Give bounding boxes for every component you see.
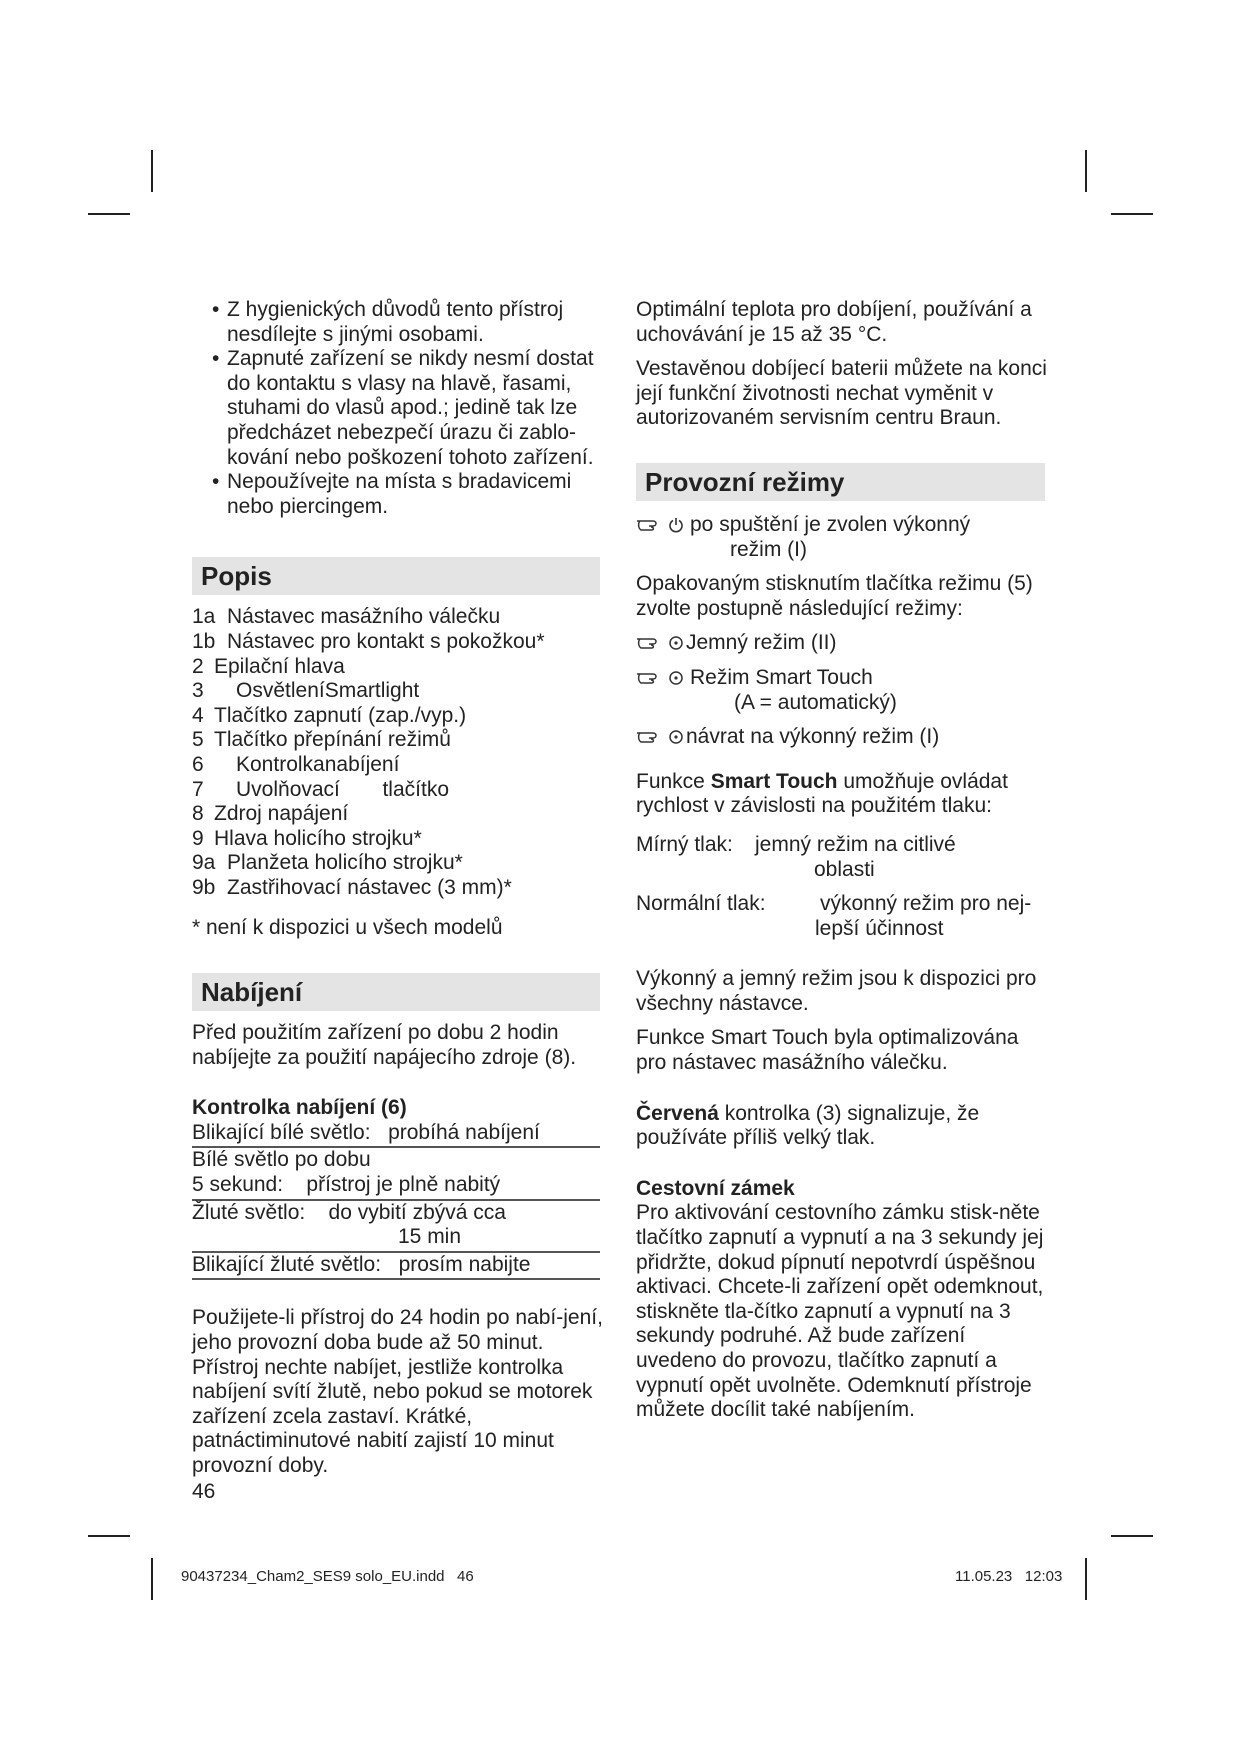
charging-indicator-table [192, 1121, 600, 1281]
crop-mark-bottom-left-vertical [151, 1558, 153, 1600]
pressure-value-cont: lepší účinnost [815, 916, 944, 940]
table-row [192, 1148, 600, 1200]
mode-start-text: po spuštění je zvolen výkonný [690, 512, 971, 536]
smart-touch-optimized: Funkce Smart Touch byla optimalizována pro nástavec masážního válečku. [636, 1026, 1019, 1075]
list-item [192, 605, 607, 630]
mode-smart-text-cont: (A = automatický) [734, 690, 897, 714]
page-number: 46 [192, 1480, 216, 1503]
pressure-row [636, 892, 1051, 941]
pressure-value: jemný režim na citlivé [755, 832, 956, 856]
part-number: 5 [192, 728, 204, 752]
charging-indicator-heading: Kontrolka nabíjení (6) [192, 1096, 407, 1120]
red-rest: kontrolka (3) signalizuje, že používáte příliš velký tlak. [636, 1101, 980, 1150]
part-number: 2 [192, 654, 204, 678]
pressure-value: výkonný režim pro nej- [820, 892, 1032, 916]
footnote: * není k dispozici u všech modelů [192, 916, 503, 940]
footer-file-info: 90437234_Cham2_SES9 solo_EU.indd 46 [181, 1568, 474, 1585]
mode-dot-icon [668, 729, 684, 745]
part-label: Zastřihovací nástavec (3 mm)* [227, 875, 512, 899]
smart-touch-bold: Smart Touch [710, 769, 838, 793]
part-number: 1b [192, 629, 216, 653]
mode-dot-icon [668, 635, 684, 651]
list-item [192, 679, 607, 704]
list-item [192, 728, 607, 753]
pointing-hand-icon [636, 729, 666, 745]
crop-mark-top-left-horizontal [88, 213, 130, 215]
crop-mark-top-right-horizontal [1111, 213, 1153, 215]
table-cell: Bílé světlo po dobu [192, 1148, 371, 1172]
mode-gentle-text: Jemný režim (II) [686, 631, 837, 655]
bullet-hygiene: • Z hygienických důvodů tento přístroj nesdílejte s jinými osobami. [212, 298, 607, 347]
part-label: Uvolňovací [236, 777, 340, 801]
part-number: 7 [192, 777, 204, 801]
pressure-label: Mírný tlak: [636, 832, 733, 856]
part-label: Kontrolka [236, 752, 325, 776]
list-item [192, 704, 607, 729]
table-cell: Blikající žluté světlo: prosím nabijte [192, 1252, 531, 1276]
table-cell: 15 min [398, 1225, 462, 1249]
part-label: Planžeta holicího strojku* [227, 851, 463, 875]
left-column [192, 298, 607, 1479]
crop-mark-bottom-right-horizontal [1111, 1535, 1153, 1537]
red-bold: Červená [636, 1101, 719, 1125]
mode-smart-text: Režim Smart Touch [690, 665, 873, 689]
pointing-hand-icon [636, 670, 666, 686]
part-label: nabíjení [324, 752, 400, 776]
mode-back [636, 725, 1051, 750]
part-number: 3 [192, 679, 204, 703]
charging-body: Použijete-li přístroj do 24 hodin po nabí-jení, jeho provozní doba bude až 50 minut. Přístroj nechte nabíjet, jestliže kontrolka nabíjení svítí žlutě, nebo pokud se motorek zařízení zcela zastaví. Krátké, patnáctiminutové nabití zajistí 10 minut provozní doby. [192, 1306, 603, 1477]
bullet-hair-contact: • Zapnuté zařízení se nikdy nesmí dostat do kontaktu s vlasy na hlavě, řasami, stuhami do vlasů apod.; jedině tak lze předcházet nebezpečí úrazu či zablo-kování nebo poškození tohoto zařízení. [212, 347, 607, 470]
red-indicator-note [636, 1102, 1051, 1151]
travel-lock-heading: Cestovní zámek [636, 1176, 795, 1200]
mode-repeat-note: Opakovaným stisknutím tlačítka režimu (5) zvolte postupně následující režimy: [636, 572, 1033, 620]
pressure-row [636, 833, 1051, 882]
part-number: 1a [192, 605, 216, 629]
list-item [192, 630, 607, 655]
mode-back-text: návrat na výkonný režim (I) [686, 725, 940, 749]
part-number: 8 [192, 802, 204, 826]
charging-intro: Před použitím zařízení po dobu 2 hodin nabíjejte za použití napájecího zdroje (8). [192, 1021, 577, 1069]
part-label: Nástavec pro kontakt s pokožkou* [227, 629, 545, 653]
part-label: Smartlight [324, 679, 420, 703]
crop-mark-bottom-right-vertical [1085, 1558, 1087, 1600]
part-number: 6 [192, 752, 204, 776]
list-item [192, 876, 607, 901]
heading-popis: Popis [192, 557, 600, 595]
modes-availability: Výkonný a jemný režim jsou k dispozici pro všechny nástavce. [636, 967, 1037, 1015]
smart-touch-post: umožňuje ovládat rychlost v závislosti na použitém tlaku: [636, 769, 1008, 818]
part-number: 9b [192, 875, 216, 899]
list-item [192, 802, 607, 827]
part-label: Osvětlení [236, 679, 325, 703]
list-item [192, 827, 607, 852]
safety-bullets [212, 298, 607, 519]
part-number: 9a [192, 851, 216, 875]
mode-gentle [636, 631, 1051, 656]
table-row [192, 1121, 600, 1149]
part-number: 4 [192, 703, 204, 727]
mode-start-text-cont: režim (I) [730, 537, 807, 561]
smart-touch-pre: Funkce [636, 769, 711, 793]
footer-date-time: 11.05.23 12:03 [955, 1568, 1063, 1585]
table-cell: 5 sekund: přístroj je plně nabitý [192, 1173, 501, 1197]
bullet-warts: • Nepoužívejte na místa s bradavicemi nebo piercingem. [212, 470, 607, 519]
part-label: Epilační hlava [214, 654, 345, 678]
smart-touch-note [636, 770, 1051, 819]
heading-nabijeni: Nabíjení [192, 973, 600, 1011]
part-label: Nástavec masážního válečku [227, 605, 501, 629]
temperature-note: Optimální teplota pro dobíjení, používání a uchovávání je 15 až 35 °C. [636, 298, 1032, 346]
part-number: 9 [192, 826, 204, 850]
pointing-hand-icon [636, 517, 666, 533]
list-item [192, 778, 607, 803]
crop-mark-top-right-vertical [1085, 150, 1087, 192]
table-row [192, 1253, 600, 1281]
mode-dot-icon [668, 670, 684, 686]
travel-lock-body: Pro aktivování cestovního zámku stisk-něte tlačítko zapnutí a vypnutí a na 3 sekundy jej přidržte, dokud pípnutí nepotvrdí úspěšnou aktivaci. Chcete-li zařízení opět odemknout, stiskněte tla-čítko zapnutí a vypnutí na 3 sekundy podruhé. Až bude zařízení uvedeno do provozu, tlačítko zapnutí a vypnutí opět uvolněte. Odemknutí přístroje můžete docílit také nabíjením. [636, 1201, 1044, 1422]
crop-mark-top-left-vertical [151, 150, 153, 192]
parts-list [192, 605, 607, 900]
list-item [192, 851, 607, 876]
part-label: tlačítko [382, 777, 449, 801]
part-label: Hlava holicího strojku* [214, 826, 422, 850]
pressure-value-cont: oblasti [814, 857, 875, 881]
mode-smart-touch [636, 666, 1051, 715]
list-item [192, 655, 607, 680]
list-item [192, 753, 607, 778]
crop-mark-bottom-left-horizontal [88, 1535, 130, 1537]
mode-start [636, 513, 1051, 562]
table-row [192, 1201, 600, 1253]
part-label: Tlačítko přepínání režimů [214, 728, 451, 752]
pressure-label: Normální tlak: [636, 892, 766, 916]
heading-provozni-rezimy: Provozní režimy [636, 463, 1045, 501]
part-label: Tlačítko zapnutí (zap./vyp.) [214, 703, 467, 727]
power-icon [668, 517, 684, 533]
table-cell: Blikající bílé světlo: probíhá nabíjení [192, 1120, 540, 1144]
right-column [636, 298, 1051, 1423]
part-label: Zdroj napájení [214, 802, 349, 826]
battery-note: Vestavěnou dobíjecí baterii můžete na konci její funkční životnosti nechat vyměnit v autorizovaném servisním centru Braun. [636, 357, 1047, 430]
pointing-hand-icon [636, 635, 666, 651]
table-cell: Žluté světlo: do vybití zbývá cca [192, 1200, 506, 1224]
